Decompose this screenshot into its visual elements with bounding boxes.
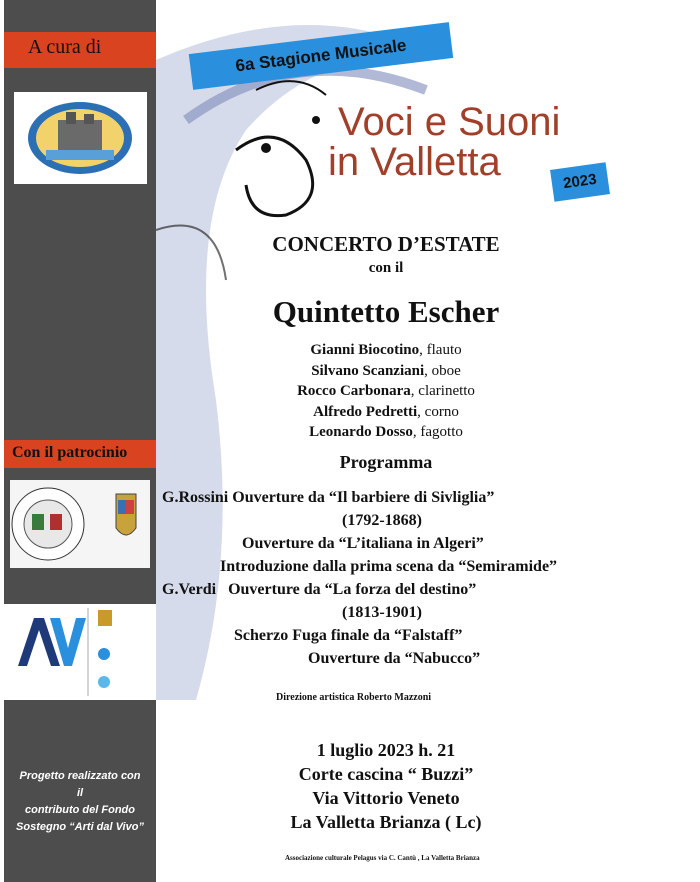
- program-line: Scherzo Fuga finale da “Falstaff”: [234, 627, 463, 644]
- pelagus-logo-icon: [14, 92, 147, 184]
- footer-note: Associazione culturale Pelagus via C. Cantù , La Valletta Brianza: [285, 854, 480, 862]
- program-line: Ouverture da “Nabucco”: [308, 650, 481, 667]
- season-banner: 6a Stagione Musicale: [189, 22, 453, 90]
- musician-name: Silvano Scanziani: [311, 362, 425, 379]
- musician-instrument: , flauto: [419, 342, 462, 358]
- musician: [156, 381, 616, 402]
- musician-name: Gianni Biocotino: [310, 342, 420, 358]
- union-seal-icon: [10, 480, 150, 568]
- festival-title-line2: in Valletta: [328, 140, 501, 184]
- program-list: [162, 486, 602, 670]
- year-badge: 2023: [550, 162, 610, 201]
- musician-name: Rocco Carbonara: [297, 383, 411, 399]
- program-line: G.Rossini Ouverture da “Il barbiere di Sivliglia”: [162, 489, 495, 506]
- patronage-header: Con il patrocinio: [4, 440, 156, 468]
- musician-name: Alfredo Pedretti: [313, 403, 418, 420]
- project-note-line: il: [76, 787, 84, 799]
- program-line: (1792-1868): [342, 512, 422, 529]
- program-line: Ouverture da “L’italiana in Algeri”: [242, 535, 484, 552]
- event-details: [156, 738, 616, 834]
- musician: [156, 402, 616, 423]
- musician: [156, 422, 616, 443]
- curated-by-header: A cura di: [4, 32, 156, 68]
- artistic-direction: Direzione artistica Roberto Mazzoni: [276, 692, 432, 703]
- event-venue: Corte cascina “ Buzzi”: [298, 764, 474, 784]
- ensemble-name: Quintetto Escher: [272, 294, 500, 329]
- musician-list: [156, 340, 616, 443]
- program-line: Introduzione dalla prima scena da “Semiramide”: [220, 558, 558, 575]
- musician-instrument: , oboe: [424, 362, 461, 379]
- musician: [156, 340, 616, 361]
- av-fund-logo-icon: [4, 604, 156, 700]
- program-line: G.Verdi Ouverture da “La forza del destino”: [162, 581, 477, 598]
- sidebar: [4, 0, 156, 882]
- program-line: (1813-1901): [342, 604, 422, 621]
- fund-logos: [4, 604, 156, 700]
- musician-name: Leonardo Dosso: [309, 424, 413, 440]
- musician: [156, 361, 616, 382]
- program-heading: Programma: [339, 452, 433, 472]
- musician-instrument: , clarinetto: [410, 383, 475, 399]
- musician-instrument: , fagotto: [412, 424, 463, 440]
- concert-title: CONCERTO D’ESTATE: [272, 232, 500, 256]
- event-town: La Valletta Brianza ( Lc): [290, 812, 482, 832]
- project-note-line: contributo del Fondo: [25, 804, 135, 816]
- musician-instrument: , corno: [417, 403, 459, 420]
- festival-title-line1: Voci e Suoni: [338, 100, 561, 144]
- project-note-line: Sostegno “Arti dal Vivo”: [16, 821, 144, 833]
- patronage-logos: [10, 480, 150, 568]
- project-note: [4, 768, 156, 836]
- project-note-line: Progetto realizzato con: [19, 770, 141, 782]
- concert-with: con il: [368, 260, 404, 276]
- event-date: 1 luglio 2023 h. 21: [316, 740, 456, 760]
- event-street: Via Vittorio Veneto: [312, 788, 460, 808]
- festival-title: [328, 100, 561, 184]
- pelagus-logo: [14, 92, 147, 184]
